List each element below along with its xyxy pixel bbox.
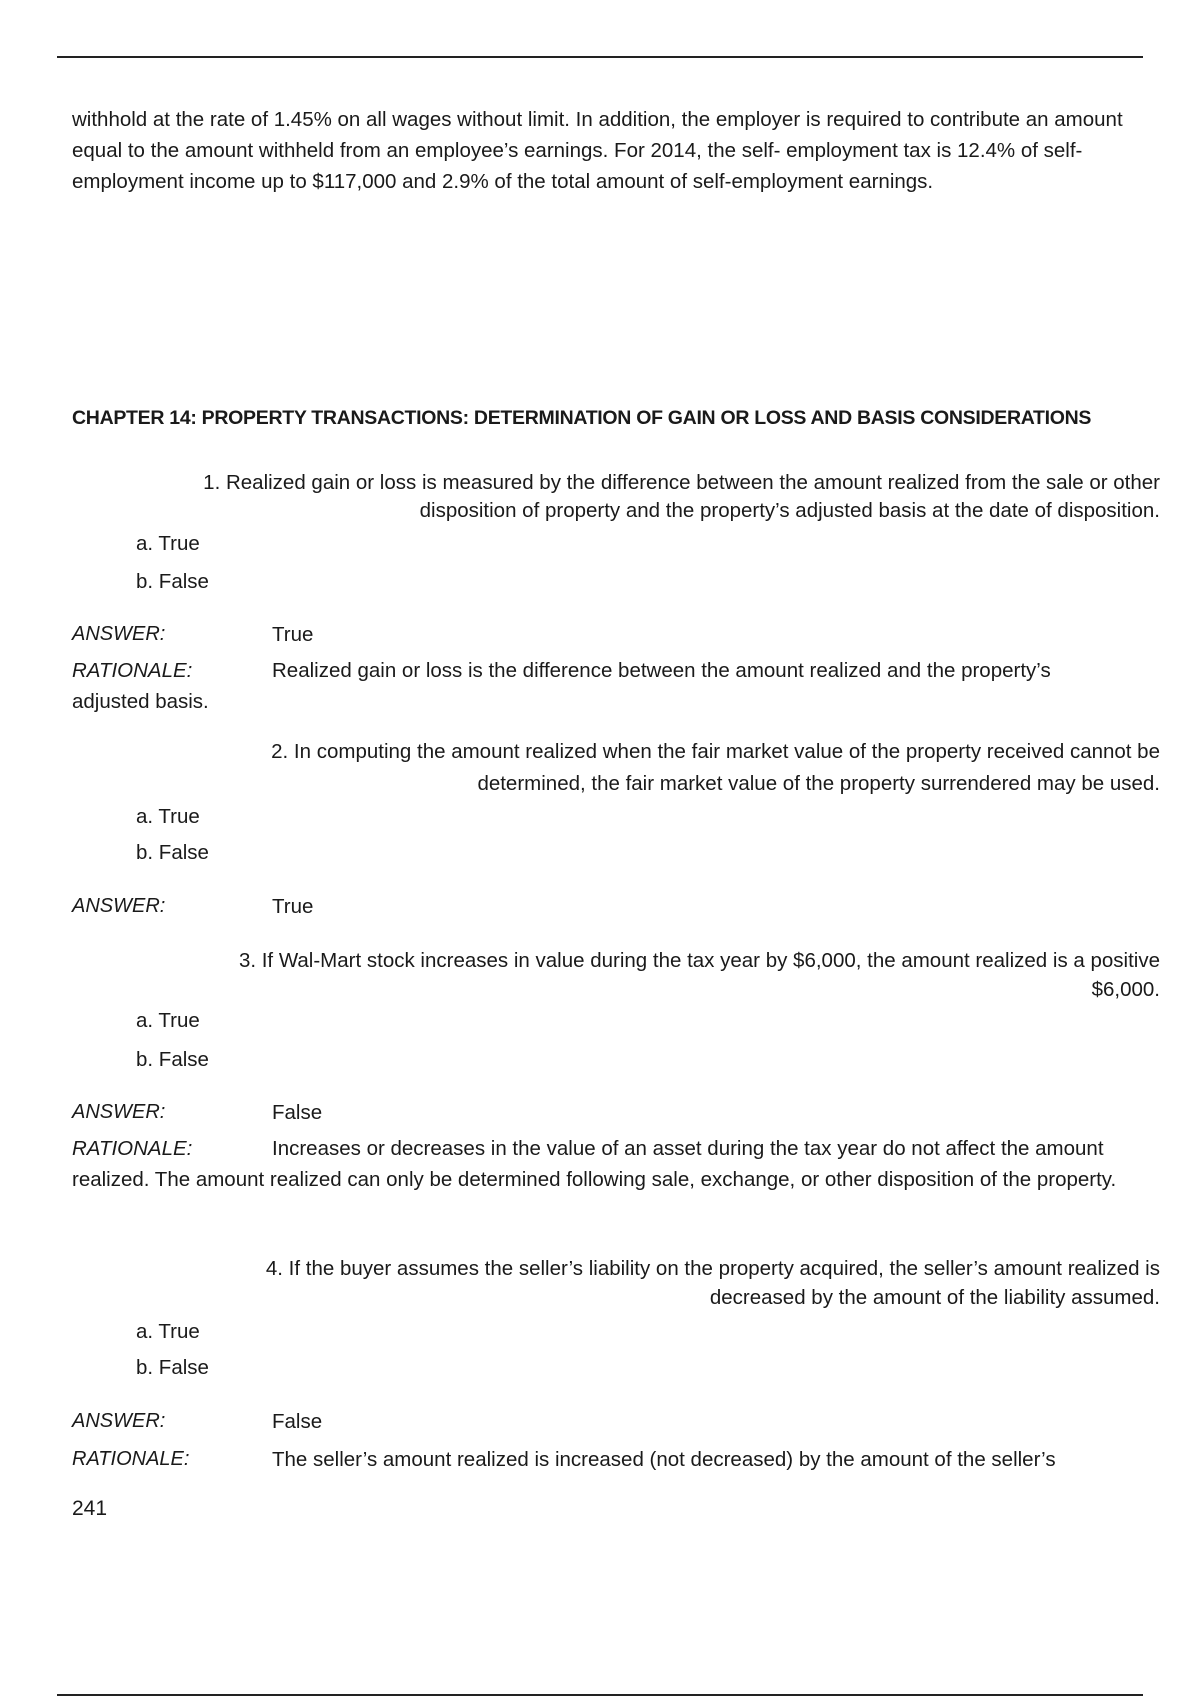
question-1-rationale xyxy=(72,655,1132,717)
question-3-option-b: b. False xyxy=(136,1048,209,1071)
bottom-rule xyxy=(57,1694,1143,1696)
chapter-title: CHAPTER 14: PROPERTY TRANSACTIONS: DETERMINATION OF GAIN OR LOSS AND BASIS CONSIDERATIONS xyxy=(72,407,1092,429)
question-3-line-1: 3. If Wal-Mart stock increases in value during the tax year by $6,000, the amount realized is a positive xyxy=(238,949,1160,972)
question-2-option-a: a. True xyxy=(136,805,200,828)
question-4-answer-label: ANSWER: xyxy=(72,1410,166,1432)
question-1-option-a: a. True xyxy=(136,532,200,555)
top-rule xyxy=(57,56,1143,58)
question-3-line-2: $6,000. xyxy=(1091,978,1160,1001)
question-1-rationale-label: RATIONALE: xyxy=(72,659,193,682)
question-1-option-b: b. False xyxy=(136,570,209,593)
question-2-option-b: b. False xyxy=(136,841,209,864)
intro-paragraph: withhold at the rate of 1.45% on all wages without limit. In addition, the employer is required to contribute an amount equal to the amount withheld from an employee’s earnings. For 2014, the self- employment tax is 12.4% of self-employment income up to $117,000 and 2.9% of the total amount of self-employment earnings. xyxy=(72,108,1123,193)
question-3-option-a: a. True xyxy=(136,1009,200,1032)
question-1-answer: True xyxy=(272,623,314,646)
question-4-rationale-label: RATIONALE: xyxy=(72,1448,190,1470)
question-4-rationale-text: The seller’s amount realized is increased (not decreased) by the amount of the seller’s xyxy=(272,1448,1056,1471)
question-1-answer-label: ANSWER: xyxy=(72,623,166,645)
question-1-rationale-text: Realized gain or loss is the difference between the amount realized and the property’s adjusted basis. xyxy=(72,659,1051,713)
question-3-answer-label: ANSWER: xyxy=(72,1101,166,1123)
question-4-answer: False xyxy=(272,1410,323,1433)
question-3-rationale xyxy=(72,1133,1172,1195)
question-2-line-1: 2. In computing the amount realized when the fair market value of the property received cannot be xyxy=(271,740,1160,763)
question-4-option-b: b. False xyxy=(136,1356,209,1379)
question-3-rationale-label: RATIONALE: xyxy=(72,1137,193,1160)
question-2-answer-label: ANSWER: xyxy=(72,895,166,917)
question-4-line-1: 4. If the buyer assumes the seller’s liability on the property acquired, the seller’s amount realized is xyxy=(265,1257,1160,1280)
question-4-option-a: a. True xyxy=(136,1320,200,1343)
page-number: 241 xyxy=(72,1497,108,1520)
question-3-answer: False xyxy=(272,1101,323,1124)
question-3-rationale-text: Increases or decreases in the value of an asset during the tax year do not affect the amount realized. The amount realized can only be determined following sale, exchange, or other disposition of the property. xyxy=(72,1137,1117,1191)
question-2-answer: True xyxy=(272,895,314,918)
question-2-line-2: determined, the fair market value of the property surrendered may be used. xyxy=(477,772,1160,795)
question-1-line-1: 1. Realized gain or loss is measured by the difference between the amount realized from the sale or other xyxy=(203,471,1160,494)
question-4-line-2: decreased by the amount of the liability assumed. xyxy=(709,1286,1160,1309)
question-1-line-2: disposition of property and the property’s adjusted basis at the date of disposition. xyxy=(419,499,1160,522)
